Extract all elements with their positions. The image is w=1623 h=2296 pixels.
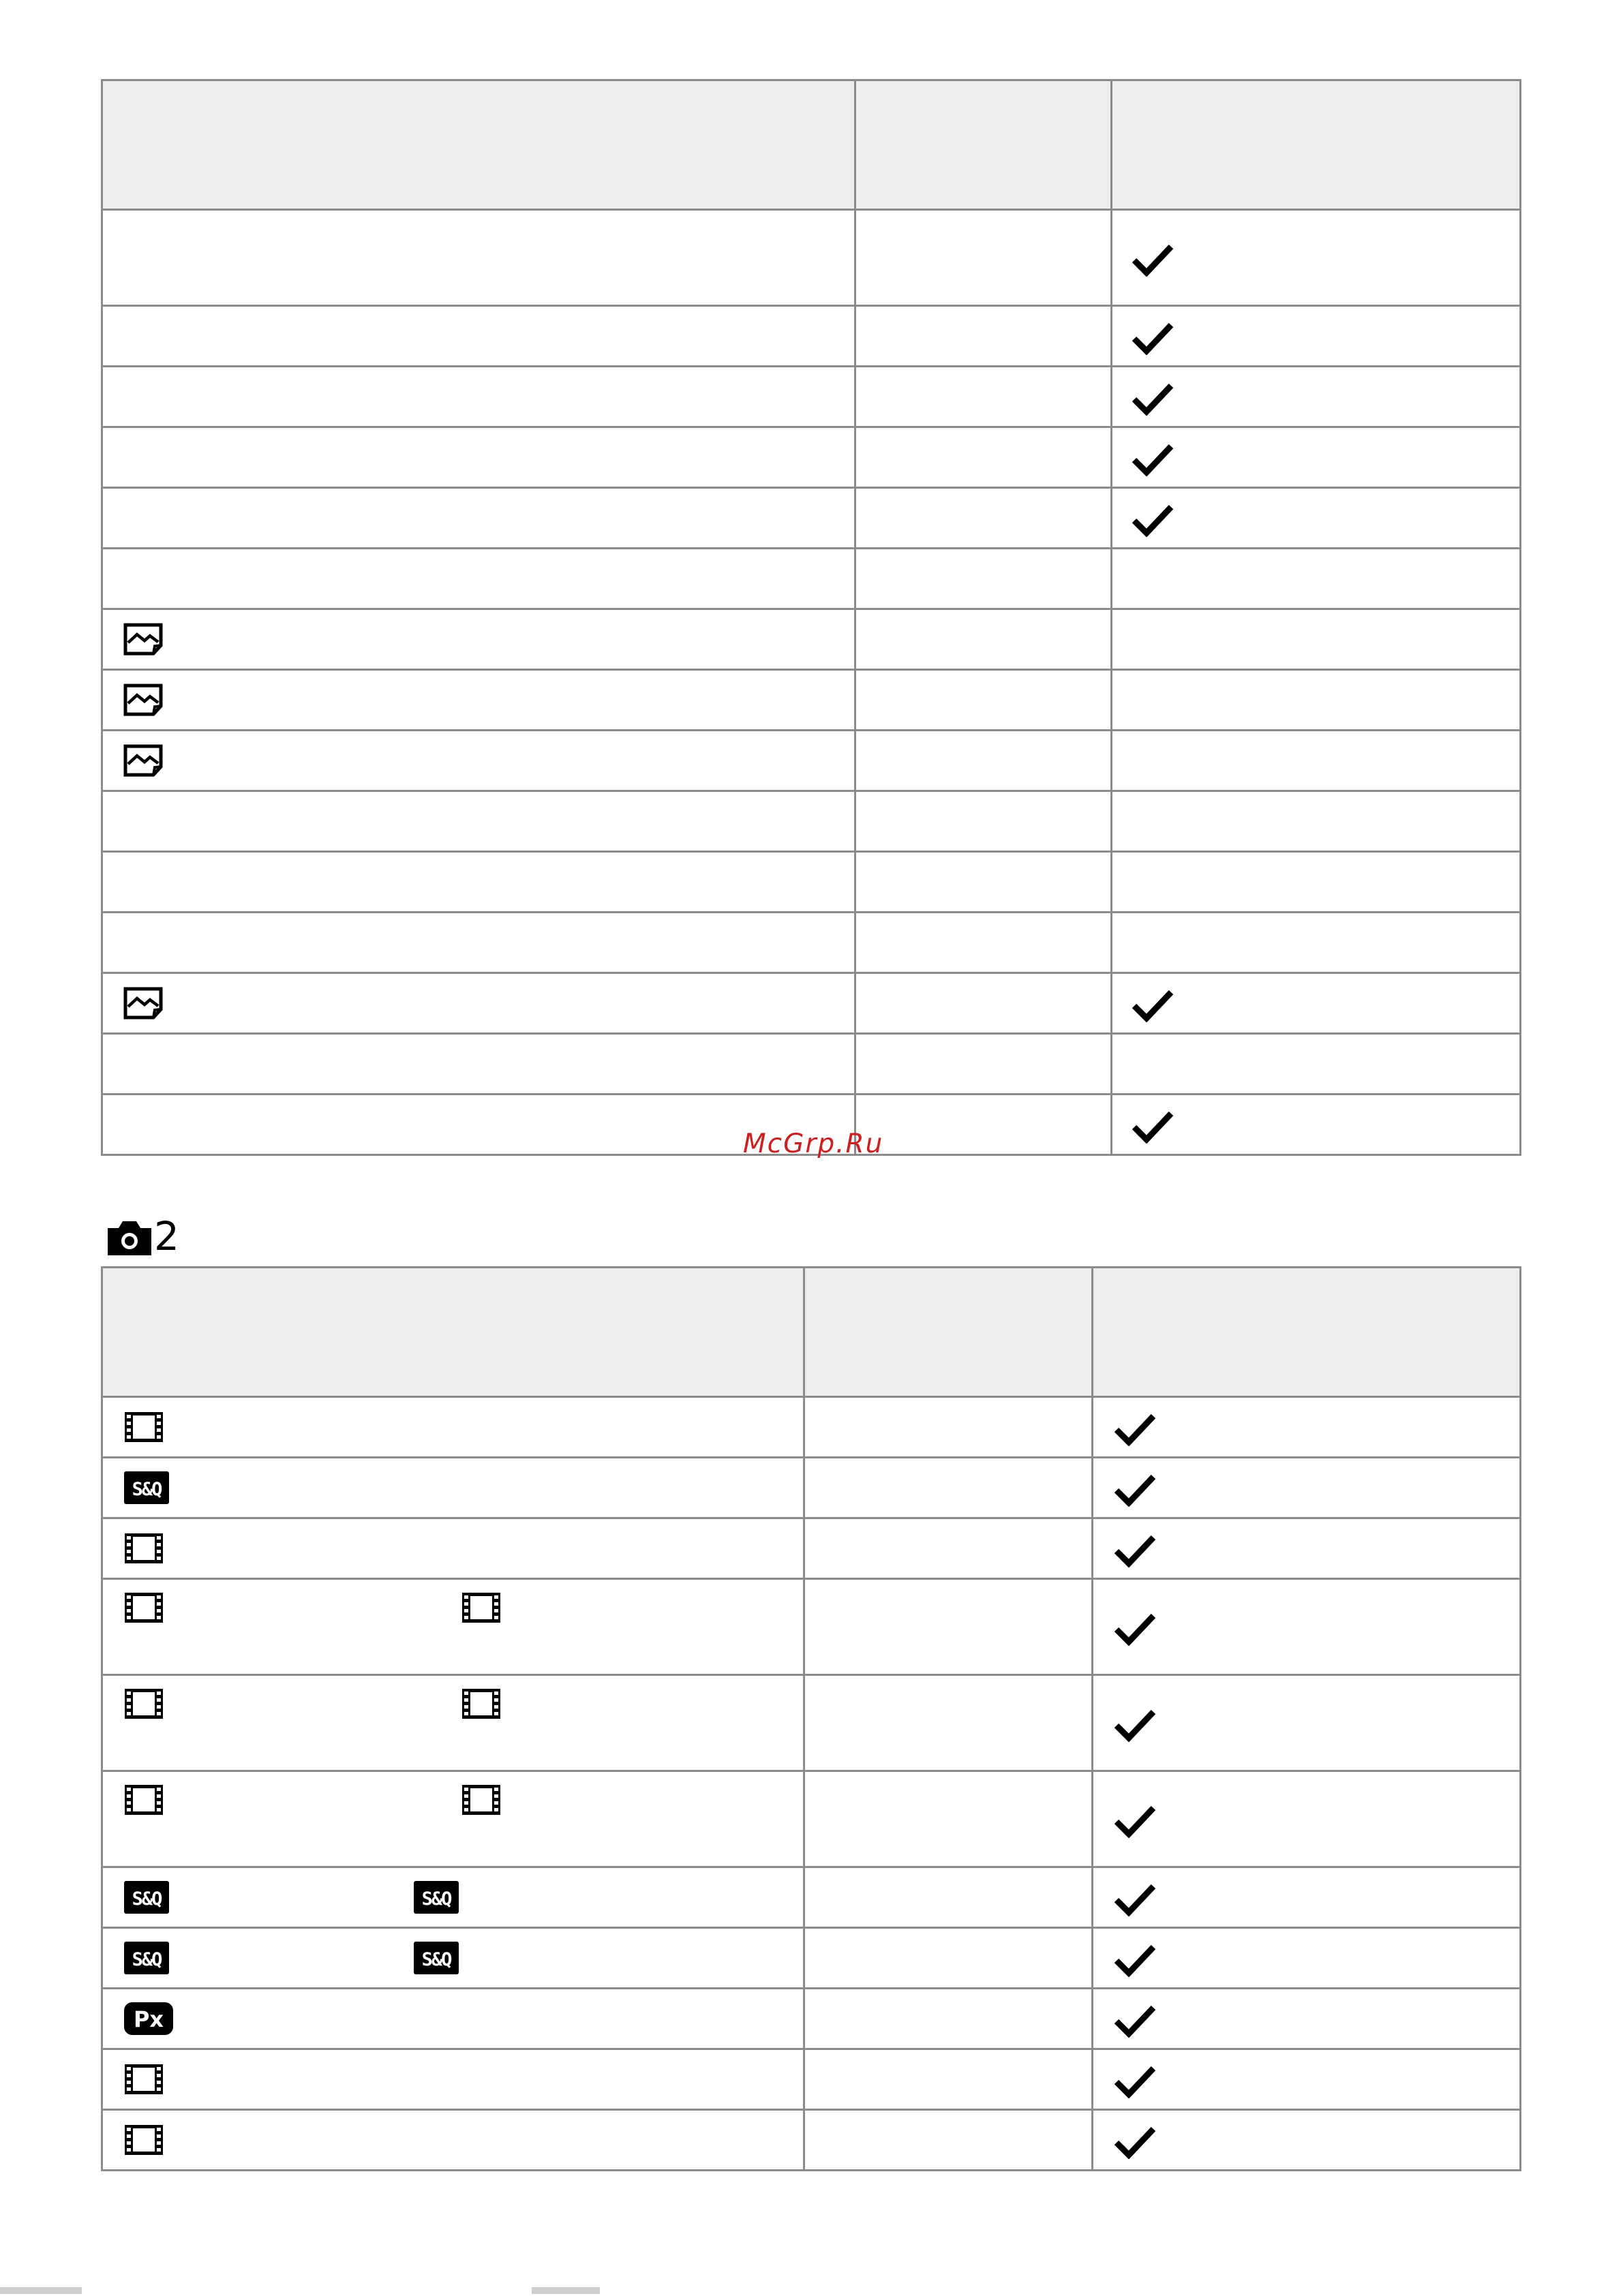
movie-film-icon <box>123 2062 164 2096</box>
check-cell <box>1112 1034 1521 1095</box>
item-cell <box>102 1771 804 1867</box>
check-cell <box>1112 427 1521 488</box>
value-cell <box>855 427 1112 488</box>
table-row <box>102 973 1521 1034</box>
item-cell <box>102 1579 804 1675</box>
item-cell <box>102 609 855 670</box>
table-row <box>102 609 1521 670</box>
value-cell <box>804 1458 1093 1518</box>
table-header-row <box>102 80 1521 210</box>
item-cell <box>102 791 855 852</box>
value-cell <box>855 913 1112 973</box>
value-cell <box>804 2110 1093 2171</box>
table-row <box>102 1675 1521 1771</box>
table-row <box>102 2049 1521 2110</box>
movie-film-icon <box>461 1783 502 1817</box>
check-cell <box>1112 731 1521 791</box>
table-row <box>102 1579 1521 1675</box>
header-cell <box>855 80 1112 210</box>
table-row <box>102 852 1521 913</box>
checkmark-icon <box>1114 1882 1156 1916</box>
movie-film-icon <box>123 1410 164 1444</box>
check-cell <box>1112 852 1521 913</box>
check-cell <box>1112 973 1521 1034</box>
table-row <box>102 1771 1521 1867</box>
value-cell <box>855 549 1112 609</box>
watermark-text: McGrp.Ru <box>743 1129 884 1159</box>
table-row <box>102 731 1521 791</box>
item-cell <box>102 1397 804 1458</box>
item-cell <box>102 1928 804 1989</box>
check-cell <box>1093 1928 1521 1989</box>
check-cell <box>1093 1675 1521 1771</box>
table-row <box>102 1928 1521 1989</box>
value-cell <box>804 1675 1093 1771</box>
value-cell <box>804 1397 1093 1458</box>
checkmark-icon <box>1132 243 1174 277</box>
check-cell <box>1093 1771 1521 1867</box>
movie-film-icon <box>123 2123 164 2157</box>
settings-table-1 <box>101 79 1521 1156</box>
settings-table-2 <box>101 1266 1521 2171</box>
item-cell <box>102 1458 804 1518</box>
header-cell <box>102 80 855 210</box>
table-row <box>102 1518 1521 1579</box>
table-row <box>102 367 1521 427</box>
table-row <box>102 791 1521 852</box>
table-row <box>102 1458 1521 1518</box>
value-cell <box>804 1771 1093 1867</box>
value-cell <box>855 791 1112 852</box>
value-cell <box>804 2049 1093 2110</box>
item-cell <box>102 306 855 367</box>
table-row <box>102 1989 1521 2049</box>
table-row <box>102 1397 1521 1458</box>
table-row <box>102 488 1521 549</box>
value-cell <box>855 1034 1112 1095</box>
header-cell <box>102 1268 804 1397</box>
still-image-icon <box>123 623 163 656</box>
movie-film-icon <box>461 1687 502 1721</box>
value-cell <box>855 973 1112 1034</box>
value-cell <box>855 731 1112 791</box>
table-row <box>102 1034 1521 1095</box>
checkmark-icon <box>1132 321 1174 355</box>
movie-film-icon <box>123 1687 164 1721</box>
sq-slow-quick-icon <box>123 1941 170 1975</box>
item-cell <box>102 913 855 973</box>
item-cell <box>102 1675 804 1771</box>
item-cell <box>102 1518 804 1579</box>
checkmark-icon <box>1132 442 1174 476</box>
camera-icon <box>106 1219 153 1257</box>
item-cell <box>102 210 855 306</box>
table-header-row <box>102 1268 1521 1397</box>
check-cell <box>1112 367 1521 427</box>
checkmark-icon <box>1132 503 1174 537</box>
value-cell <box>855 852 1112 913</box>
item-cell <box>102 670 855 731</box>
value-cell <box>804 1518 1093 1579</box>
sq-slow-quick-icon <box>413 1880 459 1914</box>
section-number: 2 <box>154 1213 179 1259</box>
value-cell <box>855 306 1112 367</box>
checkmark-icon <box>1114 2125 1156 2159</box>
checkmark-icon <box>1114 1533 1156 1567</box>
check-cell <box>1112 549 1521 609</box>
check-cell <box>1112 488 1521 549</box>
check-cell <box>1112 791 1521 852</box>
px-badge-icon <box>123 2002 174 2036</box>
item-cell <box>102 973 855 1034</box>
check-cell <box>1112 913 1521 973</box>
checkmark-icon <box>1114 1612 1156 1646</box>
checkmark-icon <box>1114 1804 1156 1838</box>
table-row <box>102 670 1521 731</box>
svg-text:S&Q: S&Q <box>132 1479 162 1500</box>
value-cell <box>855 609 1112 670</box>
sq-slow-quick-icon <box>123 1471 170 1505</box>
check-cell <box>1093 1458 1521 1518</box>
item-cell <box>102 367 855 427</box>
sq-slow-quick-icon <box>413 1941 459 1975</box>
movie-film-icon <box>123 1783 164 1817</box>
still-image-icon <box>123 744 163 777</box>
table-row <box>102 427 1521 488</box>
checkmark-icon <box>1132 988 1174 1022</box>
item-cell <box>102 1867 804 1928</box>
sq-slow-quick-icon <box>123 1880 170 1914</box>
value-cell <box>855 670 1112 731</box>
table-row <box>102 210 1521 306</box>
checkmark-icon <box>1114 2004 1156 2038</box>
checkmark-icon <box>1114 1473 1156 1507</box>
checkmark-icon <box>1132 1109 1174 1144</box>
item-cell <box>102 1095 855 1155</box>
value-cell <box>855 1095 1112 1155</box>
item-cell <box>102 488 855 549</box>
check-cell <box>1093 2110 1521 2171</box>
item-cell <box>102 427 855 488</box>
check-cell <box>1112 1095 1521 1155</box>
table-row <box>102 2110 1521 2171</box>
item-cell <box>102 852 855 913</box>
checkmark-icon <box>1114 1708 1156 1742</box>
value-cell <box>855 488 1112 549</box>
checkmark-icon <box>1132 382 1174 416</box>
value-cell <box>804 1989 1093 2049</box>
checkmark-icon <box>1114 1943 1156 1977</box>
value-cell <box>804 1579 1093 1675</box>
header-cell <box>804 1268 1093 1397</box>
svg-text:S&Q: S&Q <box>132 1888 162 1910</box>
check-cell <box>1093 1867 1521 1928</box>
movie-film-icon <box>461 1591 502 1625</box>
table-row <box>102 913 1521 973</box>
value-cell <box>855 367 1112 427</box>
item-cell <box>102 2049 804 2110</box>
value-cell <box>804 1867 1093 1928</box>
still-image-icon <box>123 684 163 716</box>
header-cell <box>1112 80 1521 210</box>
table-row <box>102 306 1521 367</box>
cropped-footer-text <box>0 2282 613 2296</box>
check-cell <box>1093 1518 1521 1579</box>
check-cell <box>1112 609 1521 670</box>
check-cell <box>1112 210 1521 306</box>
item-cell <box>102 1989 804 2049</box>
check-cell <box>1093 1397 1521 1458</box>
item-cell <box>102 1034 855 1095</box>
table-row <box>102 549 1521 609</box>
still-image-icon <box>123 987 163 1020</box>
svg-text:S&Q: S&Q <box>421 1949 451 1970</box>
check-cell <box>1093 1989 1521 2049</box>
item-cell <box>102 2110 804 2171</box>
svg-text:S&Q: S&Q <box>132 1949 162 1970</box>
item-cell <box>102 731 855 791</box>
value-cell <box>855 210 1112 306</box>
header-cell <box>1093 1268 1521 1397</box>
item-cell <box>102 549 855 609</box>
svg-text:Px: Px <box>133 2006 164 2032</box>
movie-film-icon <box>123 1531 164 1565</box>
table-row <box>102 1867 1521 1928</box>
check-cell <box>1093 1579 1521 1675</box>
value-cell <box>804 1928 1093 1989</box>
checkmark-icon <box>1114 2064 1156 2098</box>
svg-text:S&Q: S&Q <box>421 1888 451 1910</box>
check-cell <box>1112 306 1521 367</box>
check-cell <box>1112 670 1521 731</box>
check-cell <box>1093 2049 1521 2110</box>
movie-film-icon <box>123 1591 164 1625</box>
checkmark-icon <box>1114 1412 1156 1446</box>
